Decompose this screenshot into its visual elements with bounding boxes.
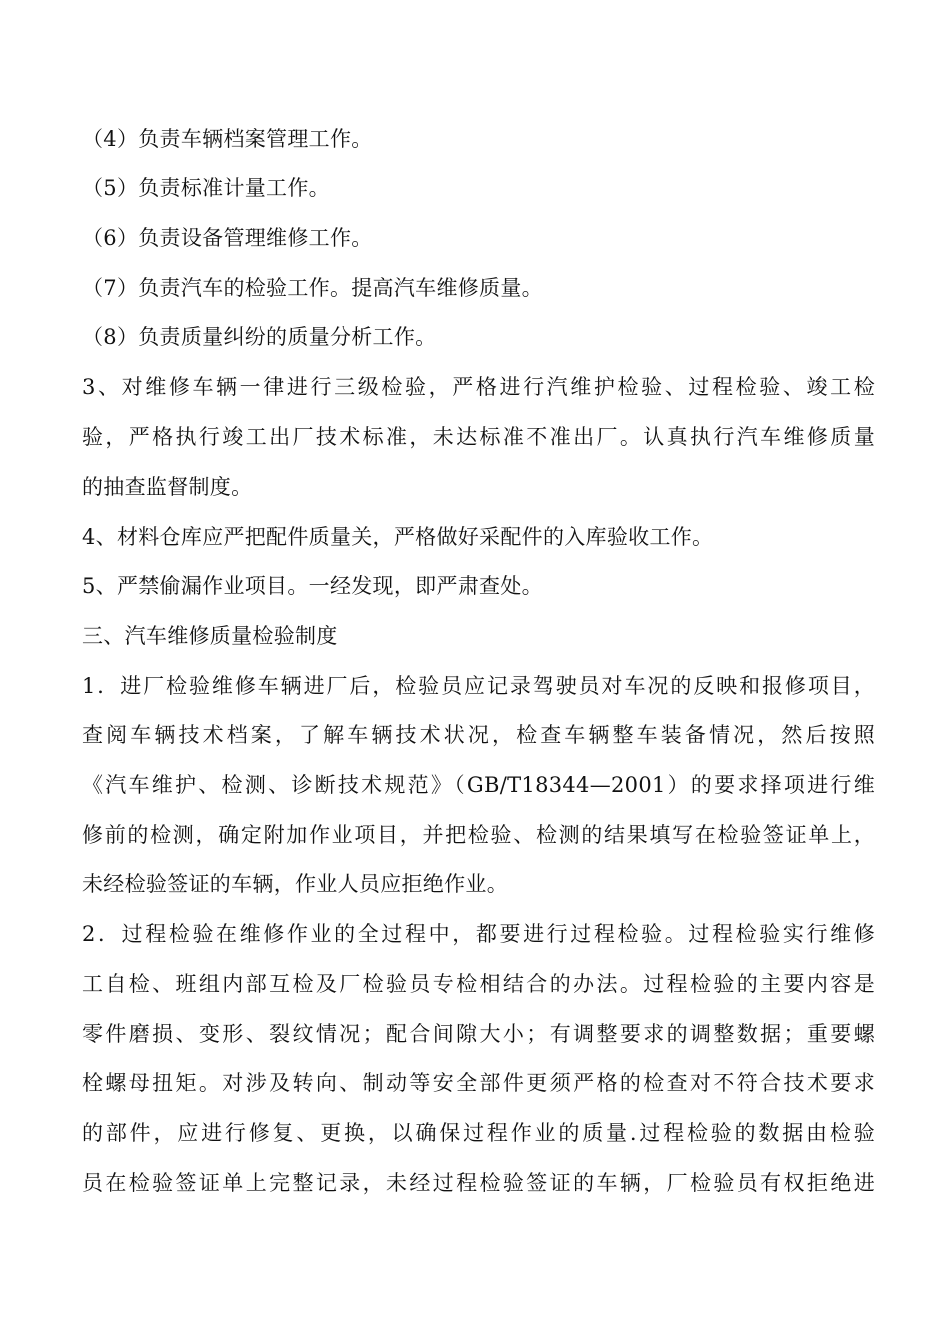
entry-inspection-line-4: 修前的检测，确定附加作业项目，并把检验、检测的结果填写在检验签证单上， <box>82 823 875 847</box>
entry-inspection-line-3: 《汽车维护、检测、诊断技术规范》（GB/T18344—2001）的要求择项进行维 <box>82 773 875 797</box>
process-inspection-line-6: 员在检验签证单上完整记录，未经过程检验签证的车辆，厂检验员有权拒绝进 <box>82 1171 875 1195</box>
entry-inspection-line-5: 未经检验签证的车辆，作业人员应拒绝作业。 <box>82 872 508 896</box>
rule-5: 5、严禁偷漏作业项目。一经发现，即严肃查处。 <box>82 574 543 598</box>
duty-item-8: （8）负责质量纠纷的质量分析工作。 <box>82 325 437 349</box>
rule-4: 4、材料仓库应严把配件质量关，严格做好采配件的入库验收工作。 <box>82 525 714 549</box>
rule-3-line-1: 3、对维修车辆一律进行三级检验，严格进行汽维护检验、过程检验、竣工检 <box>82 375 875 399</box>
duty-item-6: （6）负责设备管理维修工作。 <box>82 226 373 250</box>
duty-item-7: （7）负责汽车的检验工作。提高汽车维修质量。 <box>82 276 543 300</box>
process-inspection-line-2: 工自检、班组内部互检及厂检验员专检相结合的办法。过程检验的主要内容是 <box>82 972 875 996</box>
rule-3-line-2: 验，严格执行竣工出厂技术标准，未达标准不准出厂。认真执行汽车维修质量 <box>82 425 875 449</box>
rule-3-line-3: 的抽查监督制度。 <box>82 475 253 499</box>
section-heading: 三、汽车维修质量检验制度 <box>82 624 338 648</box>
entry-inspection-line-1: 1．进厂检验维修车辆进厂后，检验员应记录驾驶员对车况的反映和报修项目， <box>82 674 875 698</box>
process-inspection-line-5: 的部件，应进行修复、更换，以确保过程作业的质量.过程检验的数据由检验 <box>82 1121 875 1145</box>
duty-item-5: （5）负责标准计量工作。 <box>82 176 330 200</box>
process-inspection-line-4: 栓螺母扭矩。对涉及转向、制动等安全部件更须严格的检查对不符合技术要求 <box>82 1071 875 1095</box>
entry-inspection-line-2: 查阅车辆技术档案，了解车辆技术状况，检查车辆整车装备情况，然后按照 <box>82 723 875 747</box>
process-inspection-line-1: 2．过程检验在维修作业的全过程中，都要进行过程检验。过程检验实行维修 <box>82 922 875 946</box>
process-inspection-line-3: 零件磨损、变形、裂纹情况；配合间隙大小；有调整要求的调整数据；重要螺 <box>82 1022 875 1046</box>
duty-item-4: （4）负责车辆档案管理工作。 <box>82 127 373 151</box>
